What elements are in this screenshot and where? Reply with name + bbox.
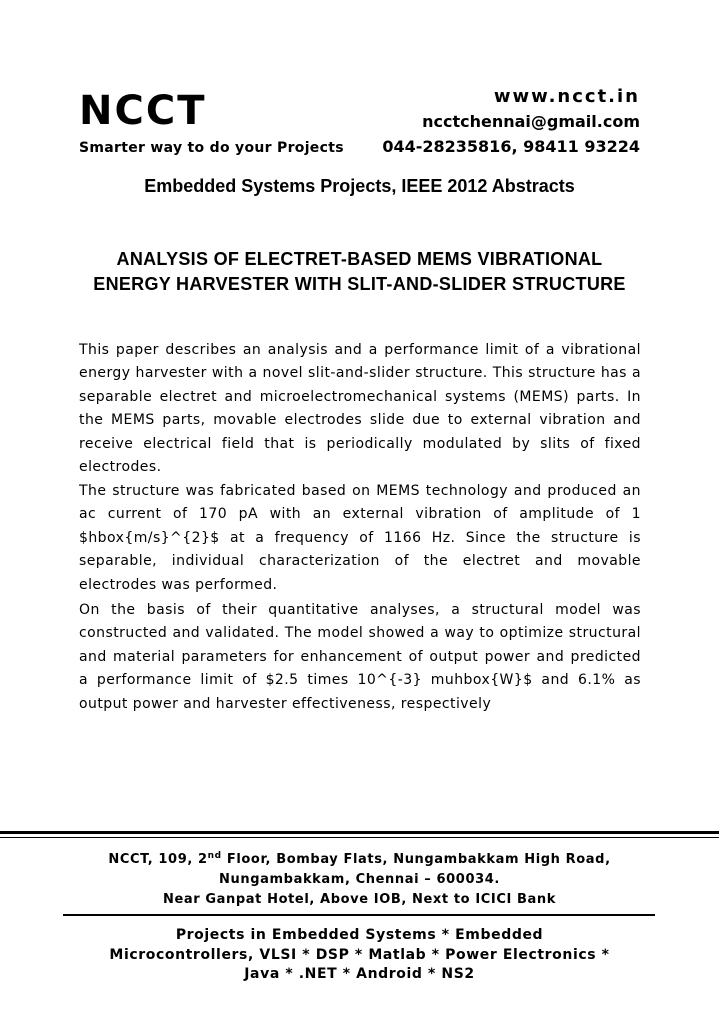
phone-number: 044-28235816, 98411 93224: [382, 137, 640, 156]
website-link[interactable]: www.ncct.in: [493, 86, 640, 107]
footer-address: [0, 850, 719, 910]
tagline: Smarter way to do your Projects: [79, 140, 344, 156]
abstract-paragraph-3: On the basis of their quantitative analyses, a structural model was constructed and validated. The model showed a way to optimize structural and material parameters for enhancement of output power and predicted a performance limit of $2.5 times 10^{-3} muhbox{W}$ and 6.1% as output power and harvester effectiveness, respectively: [79, 602, 641, 712]
projects-line-3: Java * .NET * Android * NS2: [244, 966, 475, 982]
footer-divider-thin: [0, 837, 719, 838]
address-line-1: NCCT, 109, 2nd Floor, Bombay Flats, Nungambakkam High Road,: [108, 851, 611, 867]
projects-line-2: Microcontrollers, VLSI * DSP * Matlab * Power Electronics *: [109, 946, 610, 963]
address-line-3: Near Ganpat Hotel, Above IOB, Next to ICICI Bank: [162, 892, 557, 907]
projects-line-1: Projects in Embedded Systems * Embedded: [175, 927, 544, 943]
section-heading: Embedded Systems Projects, IEEE 2012 Abstracts: [144, 176, 575, 196]
abstract-paragraph-2: The structure was fabricated based on MEMS technology and produced an ac current of 170 pA with an external vibration of amplitude of 1 $hbox{m/s}^{2}$ at a frequency of 1166 Hz. Since the structure is separable, individual characterization of the electret and movable electrodes was performed.: [79, 483, 641, 593]
address-line-2: Nungambakkam, Chennai – 600034.: [219, 872, 500, 887]
paper-title: ANALYSIS OF ELECTRET-BASED MEMS VIBRATIONAL ENERGY HARVESTER WITH SLIT-AND-SLIDER STRUCTURE: [93, 249, 626, 294]
footer-projects: [0, 926, 719, 985]
email-link[interactable]: ncctchennai@gmail.com: [422, 112, 640, 131]
ncct-logo: NCCT: [79, 88, 207, 134]
abstract-paragraph-1: This paper describes an analysis and a performance limit of a vibrational energy harvester with a novel slit-and-slider structure. This structure has a separable electret and microelectromechanical systems (MEMS) parts. In the MEMS parts, movable electrodes slide due to external vibration and receive electrical field that is periodically modulated by slits of fixed electrodes.: [79, 342, 641, 476]
footer-divider-middle: [63, 914, 655, 916]
footer-divider-thick: [0, 831, 719, 834]
